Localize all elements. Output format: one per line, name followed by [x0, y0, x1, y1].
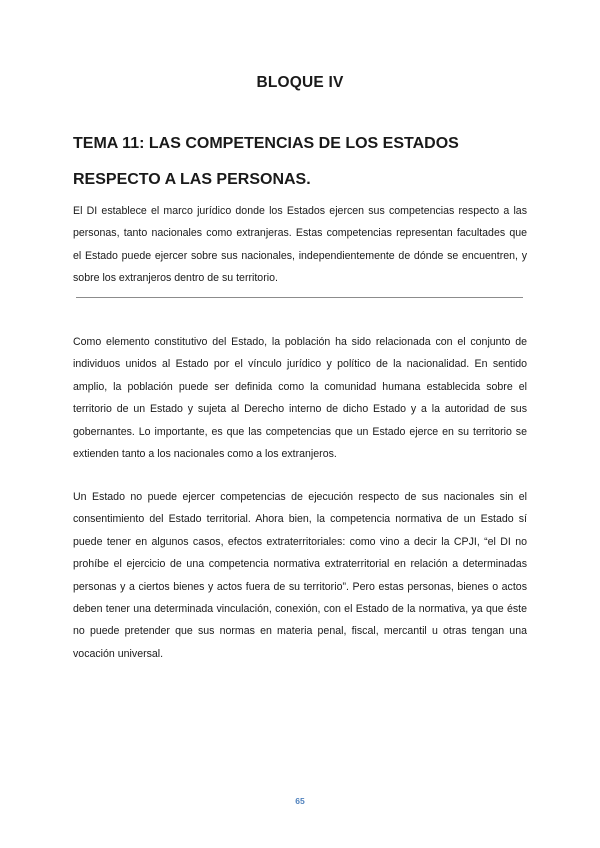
body-paragraph-2: Un Estado no puede ejercer competencias de ejecución respecto de sus nacionales sin el consentimiento del Estado territorial. Ahora bien, la competencia normativa de un Estado sí puede tener en algunos casos, efectos extraterritoriales: como vino a decir la CPJI, “el DI no prohíbe el ejercicio de una competencia normativa extraterritorial en relación a determinadas personas y a ciertos bienes y actos fuera de su territorio”. Pero estas personas, bienes o actos deben tener una determinada vinculación, conexión, con el Estado de la normativa, ya que éste no puede pretender que sus normas en materia penal, fiscal, mercantil u otras tengan una vocación universal. [73, 491, 527, 660]
block-heading: BLOQUE IV [256, 74, 344, 91]
section-divider [76, 297, 523, 298]
topic-title: TEMA 11: LAS COMPETENCIAS DE LOS ESTADOS RESPECTO A LAS PERSONAS. [73, 135, 459, 188]
page-number: 65 [295, 796, 305, 806]
body-paragraph-1: Como elemento constitutivo del Estado, la población ha sido relacionada con el conjunto de individuos unidos al Estado por el vínculo jurídico y político de la nacionalidad. En sentido amplio, la población puede ser definida como la comunidad humana establecida sobre el territorio de un Estado y sujeta al Derecho interno de dicho Estado y a la autoridad de sus gobernantes. Lo importante, es que las competencias que un Estado ejerce en su territorio se extienden tanto a los nacionales como a los extranjeros. [73, 336, 527, 461]
intro-paragraph: El DI establece el marco jurídico donde los Estados ejercen sus competencias respecto a las personas, tanto nacionales como extranjeras. Estas competencias representan facultades que el Estado puede ejercer sobre sus nacionales, independientemente de dónde se encuentren, y sobre los extranjeros dentro de su territorio. [73, 205, 527, 285]
